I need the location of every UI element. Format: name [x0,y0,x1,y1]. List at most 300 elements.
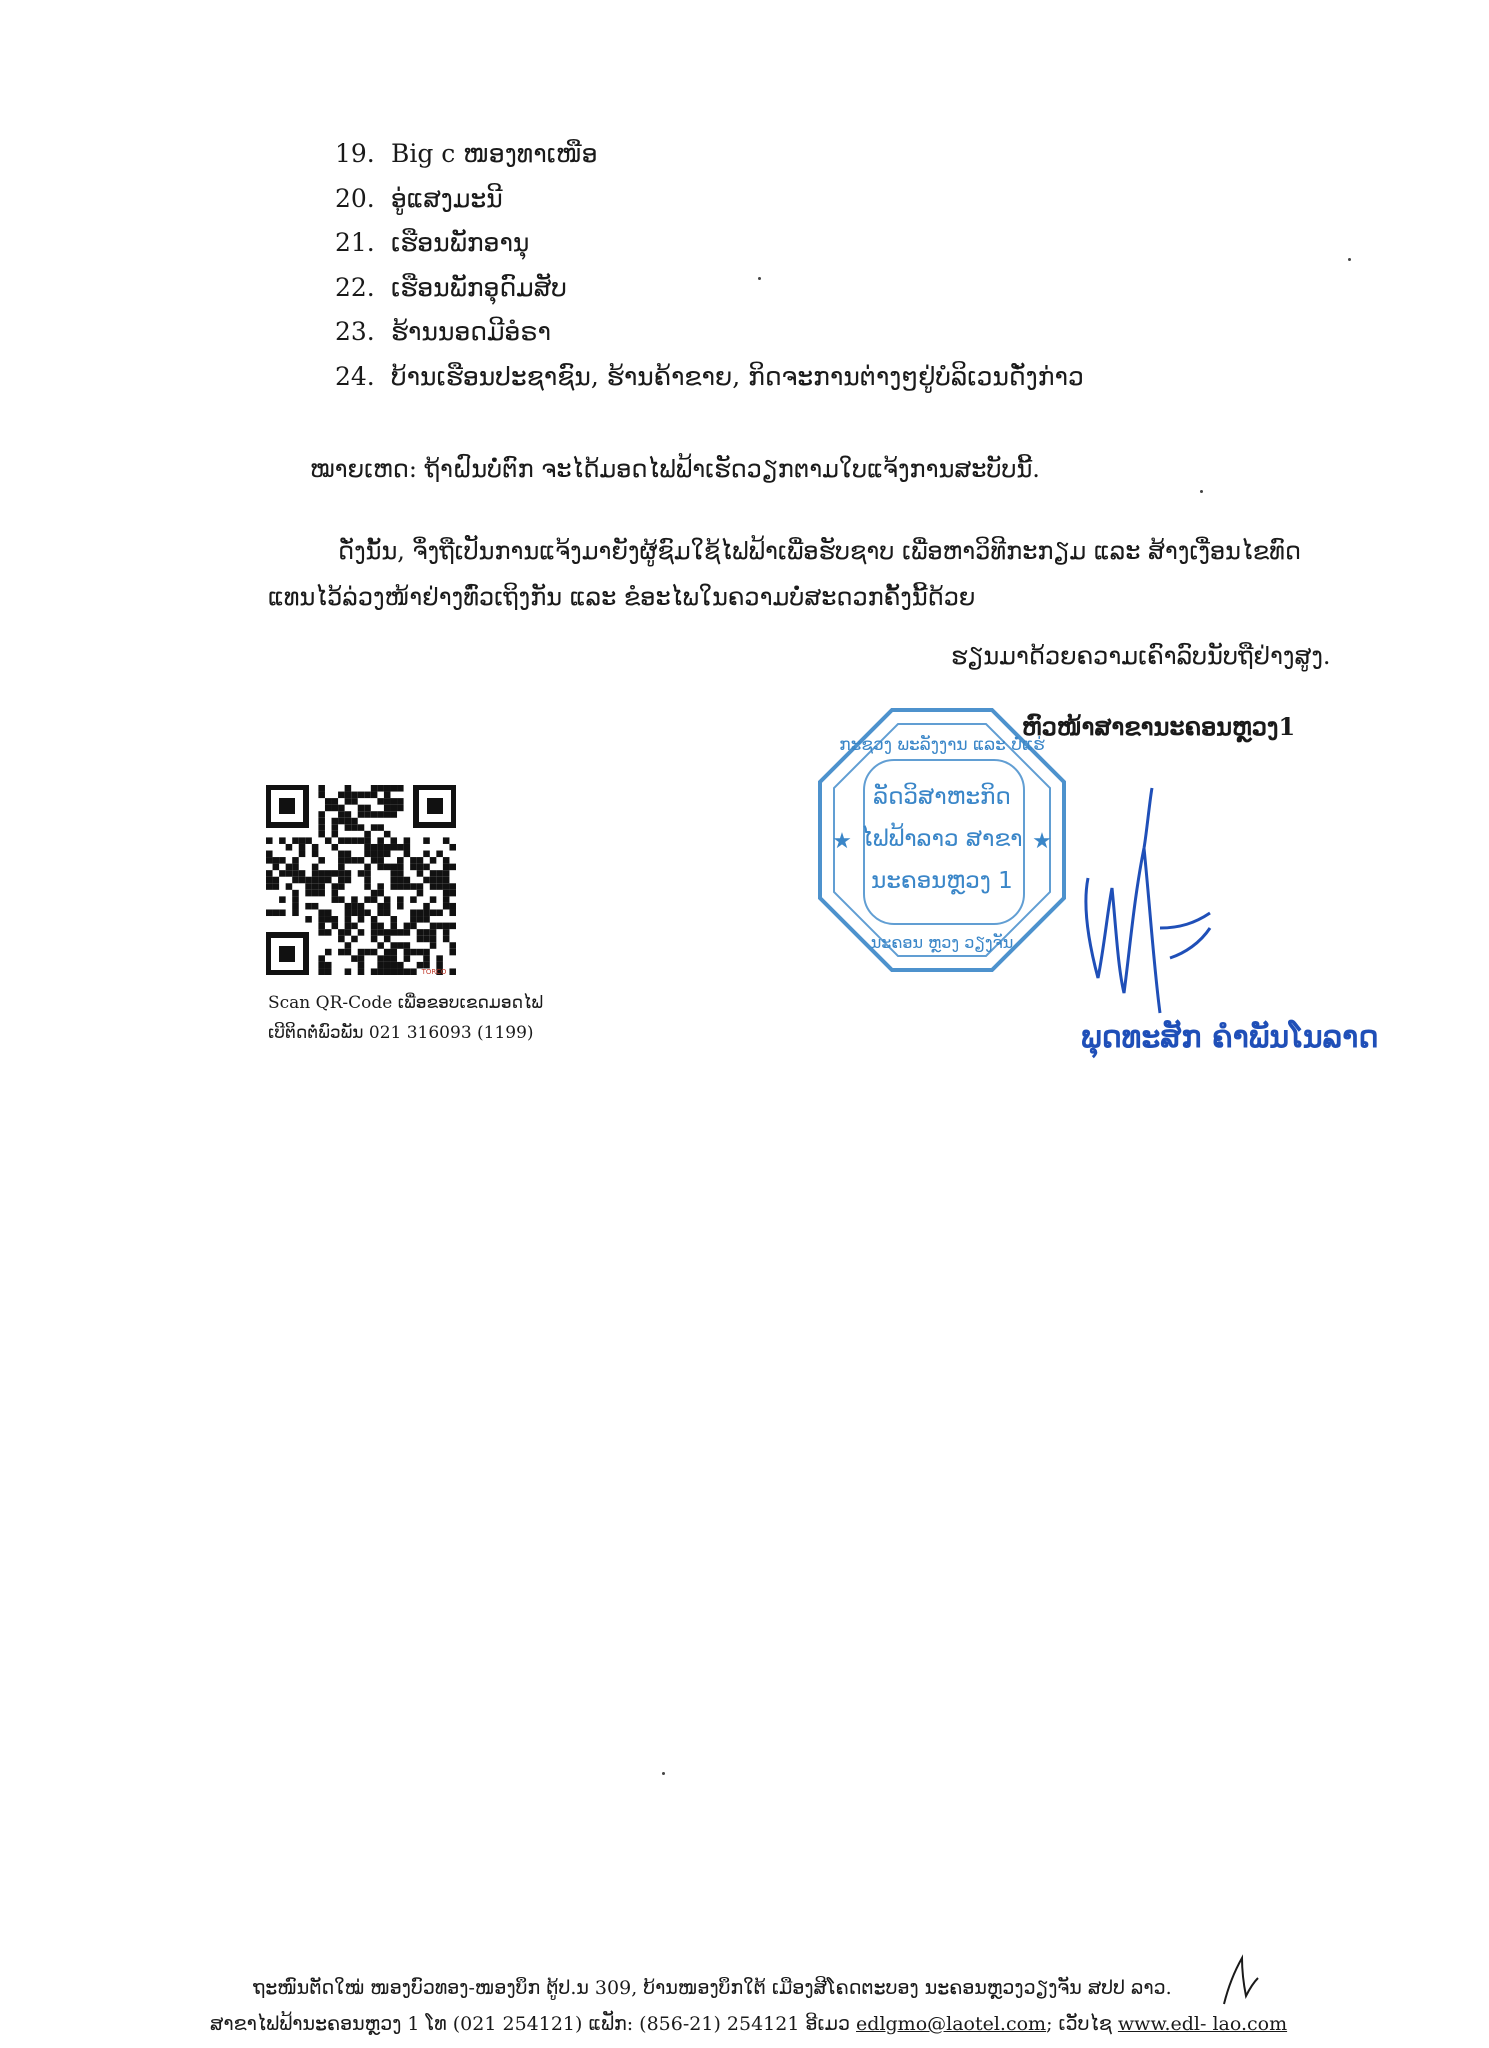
qr-module [299,837,306,844]
qr-module [318,909,325,916]
qr-module [358,929,365,936]
qr-module [390,916,397,923]
qr-module [377,844,384,851]
body-paragraph [268,528,1333,620]
qr-module [449,890,456,897]
qr-module [266,877,273,884]
list-item [335,132,1375,177]
signature [1060,778,1220,1018]
qr-module [305,883,312,890]
qr-module [410,883,417,890]
qr-module [390,942,397,949]
qr-module [384,962,391,969]
qr-module [338,949,345,956]
qr-module [377,857,384,864]
website-label: ເວັບໄຊ [1058,2013,1112,2035]
qr-module [318,792,325,799]
qr-module [358,870,365,877]
qr-module [410,864,417,871]
qr-module [332,824,339,831]
qr-caption-line2: ເບີຕິດຕໍ່ພົວພັນ 021 316093 (1199) [268,1023,534,1043]
qr-module [338,870,345,877]
website-link[interactable]: www.edl- lao.com [1117,2013,1288,2035]
qr-module [312,890,319,897]
qr-module [449,903,456,910]
list-item [335,355,1375,400]
qr-module [338,837,345,844]
qr-module [423,851,430,858]
footer-contact-text: ສາຂາໄຟຟ້ານະຄອນຫຼວງ 1 ໂທ (021 254121) ແຟັກ: (856-21) 254121 ອີເມວ [210,2013,850,2035]
qr-module [351,955,358,962]
qr-module [377,785,384,792]
location-list [335,132,1375,399]
initial-mark [1220,1952,1260,2006]
qr-module [325,837,332,844]
qr-module [371,824,378,831]
qr-module [364,883,371,890]
qr-module [318,818,325,825]
qr-module [364,909,371,916]
qr-module [377,890,384,897]
qr-module [384,955,391,962]
qr-module [318,962,325,969]
qr-module [279,837,286,844]
qr-module [299,877,306,884]
qr-module [325,877,332,884]
qr-module [279,909,286,916]
qr-module [417,949,424,956]
qr-module [292,864,299,871]
qr-module [266,883,273,890]
qr-module [404,883,411,890]
qr-module [443,929,450,936]
qr-module [423,903,430,910]
qr-module [338,929,345,936]
qr-module [417,870,424,877]
qr-module [430,929,437,936]
qr-module [397,798,404,805]
qr-module [299,844,306,851]
qr-module [318,955,325,962]
qr-module [384,936,391,943]
qr-module [449,864,456,871]
qr-module [390,844,397,851]
qr-module [436,923,443,930]
scan-speck [758,277,761,280]
qr-module [410,909,417,916]
qr-module [397,864,404,871]
qr-module [332,805,339,812]
qr-module [397,870,404,877]
qr-module [358,857,365,864]
qr-module [397,903,404,910]
qr-module [384,785,391,792]
qr-module [351,936,358,943]
footer-separator: ; [1046,2013,1053,2035]
qr-module [345,792,352,799]
qr-module [351,798,358,805]
qr-code[interactable] [266,785,456,975]
scan-speck [1348,258,1351,261]
qr-caption [268,988,543,1048]
qr-module [430,883,437,890]
qr-module [351,792,358,799]
star-icon: ★ [1032,829,1052,854]
qr-module [351,896,358,903]
qr-module [371,844,378,851]
qr-module [443,896,450,903]
stamp-line1: ລັດວິສາຫະກິດ [873,784,1011,810]
qr-module [312,883,319,890]
qr-module [299,851,306,858]
qr-module [325,949,332,956]
qr-module [325,909,332,916]
qr-module [430,909,437,916]
qr-module [279,896,286,903]
list-item [335,221,1375,266]
qr-module [345,949,352,956]
qr-module [305,916,312,923]
qr-module [417,929,424,936]
qr-module [436,851,443,858]
qr-module [338,851,345,858]
qr-module [384,805,391,812]
qr-module [364,811,371,818]
qr-module [325,798,332,805]
qr-module [318,929,325,936]
qr-module [397,942,404,949]
official-stamp [812,702,1072,978]
qr-module [371,916,378,923]
scan-speck [1200,490,1203,493]
qr-module [423,949,430,956]
qr-module [332,844,339,851]
qr-module [351,909,358,916]
note-text: ໝາຍເຫດ: ຖ້າຝົນບໍ່ຕົກ ຈະໄດ້ມອດໄຟຟ້າເຮັດວຽກຕາມໃບແຈ້ງການສະບັບນີ້. [310,455,1040,483]
qr-module [390,798,397,805]
qr-module [417,936,424,943]
qr-module [377,923,384,930]
qr-module [351,903,358,910]
qr-module [443,864,450,871]
qr-module [443,837,450,844]
qr-module [443,877,450,884]
qr-module [397,929,404,936]
qr-module [305,837,312,844]
qr-module [404,968,411,975]
qr-module [318,811,325,818]
qr-module [384,903,391,910]
qr-module [436,877,443,884]
qr-module [358,811,365,818]
qr-module [371,890,378,897]
qr-module [377,968,384,975]
qr-module [364,851,371,858]
qr-module [397,844,404,851]
qr-module [384,896,391,903]
stamp-line2: ໄຟຟ້າລາວ ສາຂາ [861,826,1023,852]
list-text: ເຮືອນພັກອານຸ [390,228,530,257]
qr-module [443,903,450,910]
qr-module [345,837,352,844]
qr-module [338,877,345,884]
qr-module [345,916,352,923]
qr-module [345,811,352,818]
qr-module [436,870,443,877]
qr-brand: TORCO [421,968,447,975]
qr-module [345,851,352,858]
qr-module [371,857,378,864]
qr-module [423,936,430,943]
qr-module [390,864,397,871]
qr-module [318,916,325,923]
qr-module [377,811,384,818]
qr-module [410,896,417,903]
qr-module [292,896,299,903]
qr-module [292,870,299,877]
qr-module [332,883,339,890]
qr-module [410,857,417,864]
qr-module [436,909,443,916]
qr-module [449,942,456,949]
qr-module [384,929,391,936]
qr-module [377,909,384,916]
qr-module [449,923,456,930]
qr-module [338,936,345,943]
qr-module [273,883,280,890]
qr-module [318,883,325,890]
qr-module [390,837,397,844]
qr-module [371,923,378,930]
qr-module [384,792,391,799]
qr-module [404,949,411,956]
qr-module [325,916,332,923]
qr-module [332,798,339,805]
list-number: 24. [335,361,375,391]
qr-module [358,903,365,910]
qr-module [410,916,417,923]
qr-module [345,870,352,877]
qr-module [292,837,299,844]
qr-module [345,903,352,910]
qr-module [364,864,371,871]
qr-module [397,968,404,975]
qr-module [390,883,397,890]
qr-module [312,844,319,851]
qr-module [377,837,384,844]
qr-module [397,883,404,890]
qr-module [371,811,378,818]
qr-module [430,942,437,949]
qr-module [358,916,365,923]
qr-module [397,896,404,903]
qr-module [332,870,339,877]
qr-module [390,923,397,930]
list-text: ຮ້ານນອດມີອໍຣາ [390,317,551,346]
qr-module [279,857,286,864]
qr-module [443,870,450,877]
qr-module [351,837,358,844]
qr-module [390,949,397,956]
qr-module [377,942,384,949]
qr-module [325,962,332,969]
qr-module [390,962,397,969]
qr-module [371,896,378,903]
qr-module [443,857,450,864]
qr-module [318,968,325,975]
qr-module [364,831,371,838]
qr-module [266,909,273,916]
qr-module [371,949,378,956]
qr-module [390,870,397,877]
qr-module [404,837,411,844]
qr-module [390,805,397,812]
qr-module [358,824,365,831]
qr-module [279,870,286,877]
qr-module [358,792,365,799]
qr-module [384,909,391,916]
list-number: 22. [335,272,375,302]
qr-module [345,824,352,831]
qr-module [371,929,378,936]
list-number: 23. [335,317,375,346]
qr-module [430,896,437,903]
stamp-top-text: ກະຊວງ ພະລັງງານ ແລະ ບໍ່ແຮ່ [839,735,1045,755]
qr-module [292,903,299,910]
qr-module [449,949,456,956]
qr-module [273,857,280,864]
qr-module [286,883,293,890]
qr-module [318,857,325,864]
qr-module [449,968,456,975]
qr-module [449,909,456,916]
qr-module [312,864,319,871]
qr-module [417,883,424,890]
qr-module [397,857,404,864]
qr-module [377,824,384,831]
qr-module [423,929,430,936]
qr-module [312,851,319,858]
qr-module [410,968,417,975]
qr-module [423,916,430,923]
qr-module [292,857,299,864]
qr-module [430,877,437,884]
qr-module [430,870,437,877]
qr-module [449,883,456,890]
list-number: 19. [335,139,375,168]
qr-module [417,864,424,871]
qr-module [410,923,417,930]
scan-speck [662,1772,665,1775]
qr-module [266,870,273,877]
qr-module [345,785,352,792]
qr-module [332,923,339,930]
qr-module [397,785,404,792]
qr-module [292,909,299,916]
qr-module [397,805,404,812]
qr-module [377,864,384,871]
list-text: Big c ໜອງທາເໜືອ [390,139,598,168]
qr-module [384,949,391,956]
qr-module [358,955,365,962]
qr-module [358,837,365,844]
qr-module [384,864,391,871]
qr-caption-line1: Scan QR-Code ເພື່ອຂອບເຂດມອດໄຟ [268,993,543,1013]
qr-module [351,857,358,864]
qr-module [273,877,280,884]
qr-module [318,824,325,831]
qr-module [266,851,273,858]
qr-module [358,968,365,975]
qr-module [390,811,397,818]
qr-module [286,870,293,877]
qr-module [377,851,384,858]
qr-module [430,857,437,864]
qr-module [332,890,339,897]
qr-module [345,798,352,805]
qr-module [390,968,397,975]
qr-module [443,883,450,890]
qr-module [390,955,397,962]
qr-module [345,818,352,825]
qr-module [332,818,339,825]
qr-module [312,870,319,877]
qr-module [351,824,358,831]
qr-module [443,923,450,930]
qr-module [358,949,365,956]
qr-module [338,857,345,864]
qr-module [332,896,339,903]
qr-module [325,968,332,975]
qr-module [443,890,450,897]
qr-module [305,903,312,910]
qr-module [364,837,371,844]
qr-module [397,877,404,884]
qr-module [292,890,299,897]
email-link[interactable]: edlgmo@laotel.com [856,2013,1047,2035]
qr-module [377,903,384,910]
qr-module [338,811,345,818]
qr-module [338,864,345,871]
qr-module [332,916,339,923]
qr-module [377,955,384,962]
paragraph-text: ດັ່ງນັ້ນ, ຈຶ່ງຖືເປັນການແຈ້ງມາຍັງຜູ້ຊົມໃຊ້ໄຟຟ້າເພື່ອຮັບຊາບ ເພື່ອຫາວິທີກະກຽມ ແລະ ສ້າງເງື່ອນໄຂທົດແທນໄວ້ລ່ວງໜ້າຢ່າງທົ່ວເຖິງກັນ ແລະ ຂໍອະໄພໃນຄວາມບໍ່ສະດວກຄັ້ງນີ້ດ້ວຍ [268,537,1301,611]
qr-module [358,962,365,969]
qr-module [266,837,273,844]
qr-module [423,837,430,844]
stamp-line3: ນະຄອນຫຼວງ 1 [871,868,1013,894]
qr-module [371,968,378,975]
qr-module [299,870,306,877]
qr-module [318,890,325,897]
qr-module [292,877,299,884]
qr-module [371,936,378,943]
qr-module [417,857,424,864]
qr-module [358,909,365,916]
qr-module [371,792,378,799]
list-text: ເຮືອນພັກອຸດົມສັບ [390,272,567,302]
qr-module [345,877,352,884]
qr-module [404,851,411,858]
stamp-bottom-text: ນະຄອນ ຫຼວງ ວຽງຈັນ [870,933,1014,952]
list-text: ອູ່ແສງມະນີ [390,183,503,213]
qr-module [404,877,411,884]
qr-module [377,962,384,969]
list-item [335,266,1375,311]
signer-title: ຫົວໜ້າສາຂານະຄອນຫຼວງ1 [1022,712,1296,741]
qr-module [377,798,384,805]
list-number: 20. [335,183,375,213]
